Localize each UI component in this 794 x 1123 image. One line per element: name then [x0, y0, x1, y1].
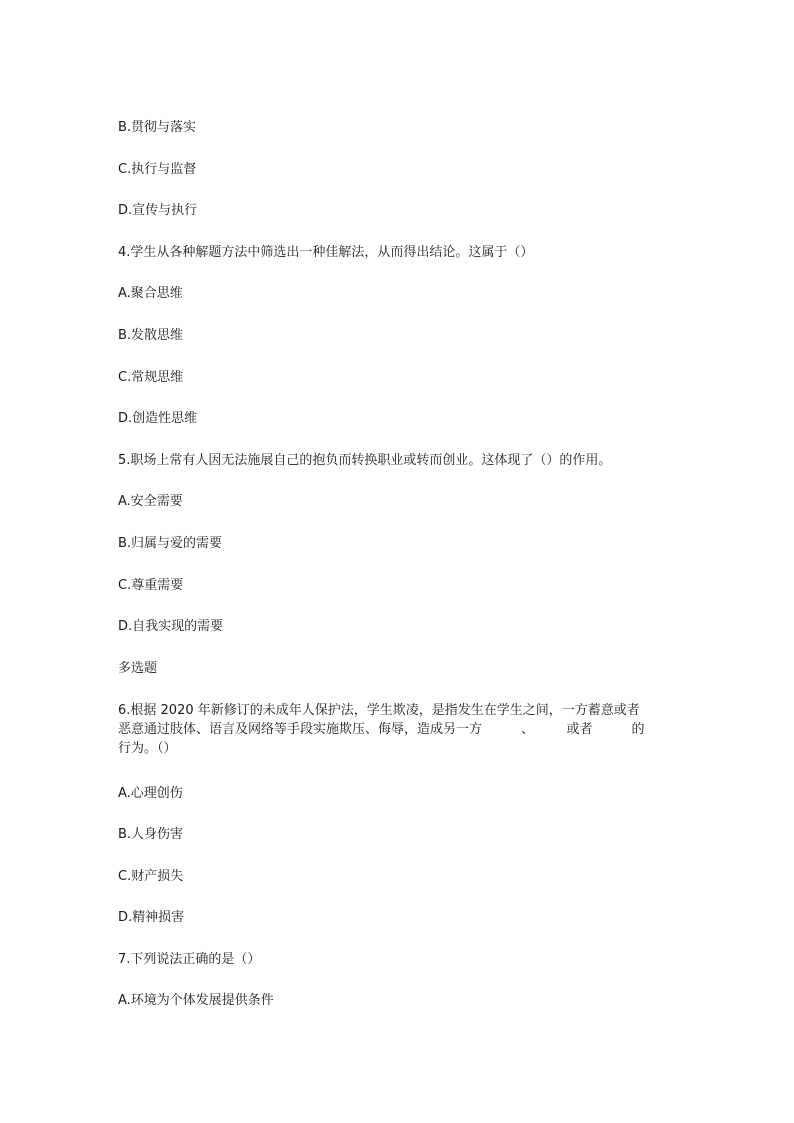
q5-option-a: A.安全需要	[118, 494, 183, 509]
q5-stem: 5.职场上常有人因无法施展自己的抱负而转换职业或转而创业。这体现了（）的作用。	[118, 453, 612, 468]
section-heading-multiple-choice: 多选题	[118, 661, 158, 676]
q3-option-b: B.贯彻与落实	[118, 120, 197, 135]
q5-option-c: C.尊重需要	[118, 578, 184, 593]
q6-option-c: C.财产损失	[118, 869, 184, 884]
q6-stem-line-3: 行为。（）	[118, 741, 177, 756]
q3-option-c: C.执行与监督	[118, 162, 197, 177]
q5-option-b: B.归属与爱的需要	[118, 536, 223, 551]
q6-option-b: B.人身伤害	[118, 827, 184, 842]
q7-option-a: A.环境为个体发展提供条件	[118, 993, 274, 1008]
q6-stem-line-2: 恶意通过肢体、语言及网络等手段实施欺压、侮辱，造成另一方 、 或者 的	[118, 722, 645, 737]
q6-option-a: A.心理创伤	[118, 786, 183, 801]
q3-option-d: D.宣传与执行	[118, 203, 198, 218]
q4-option-b: B.发散思维	[118, 328, 184, 343]
q6-option-d: D.精神损害	[118, 910, 185, 925]
q4-option-c: C.常规思维	[118, 370, 184, 385]
q6-stem-line-1: 6.根据 2020 年新修订的未成年人保护法，学生欺凌，是指发生在学生之间，一方蓄意或者	[118, 703, 640, 718]
q4-option-a: A.聚合思维	[118, 286, 183, 301]
q5-option-d: D.自我实现的需要	[118, 619, 224, 634]
q4-option-d: D.创造性思维	[118, 411, 198, 426]
q6-stem	[118, 701, 678, 758]
q4-stem: 4.学生从各种解题方法中筛选出一种佳解法，从而得出结论。这属于（）	[118, 245, 534, 260]
q7-stem: 7.下列说法正确的是（）	[118, 952, 261, 967]
